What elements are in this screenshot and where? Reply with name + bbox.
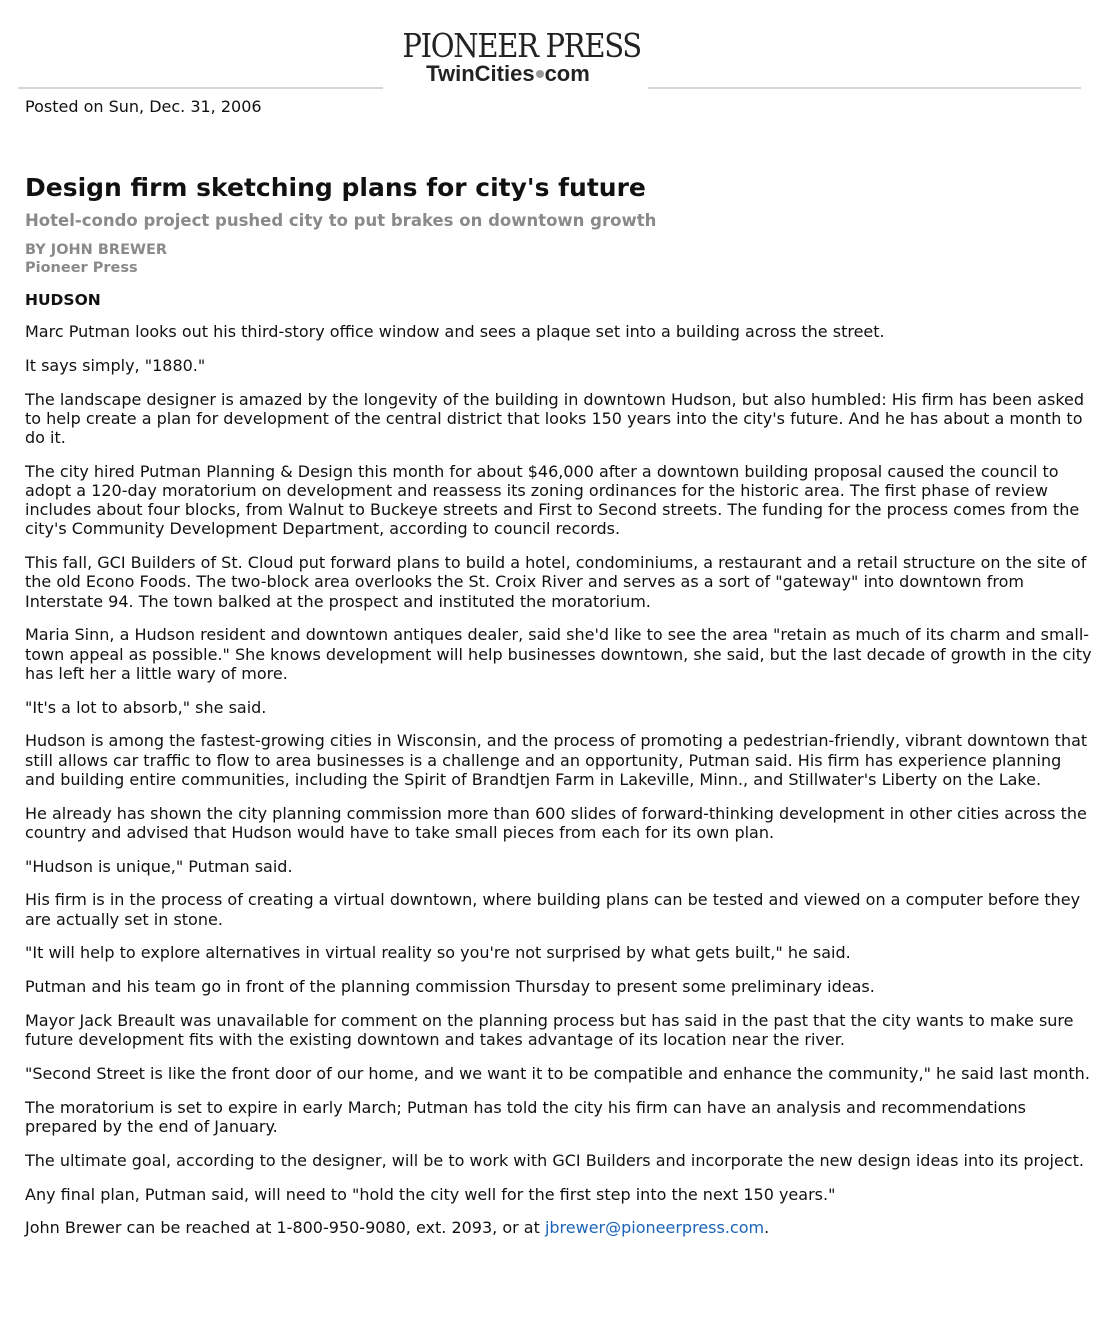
byline	[25, 241, 1095, 277]
masthead-rule-left	[18, 87, 383, 89]
article-paragraph: This fall, GCI Builders of St. Cloud put forward plans to build a hotel, condominiums, a restaurant and a retail structure on the site of the old Econo Foods. The two-block area overlooks the St. Croix River and serves as a sort of "gateway" into downtown from Interstate 94. The town balked at the prospect and instituted the moratorium.	[25, 553, 1087, 611]
article	[25, 97, 1095, 1252]
article-paragraph: The moratorium is set to expire in early March; Putman has told the city his firm can have an analysis and recommendations prepared by the end of January.	[25, 1097, 1026, 1136]
author-email-link[interactable]: jbrewer@pioneerpress.com	[544, 1218, 765, 1238]
article-paragraph: Maria Sinn, a Hudson resident and downtown antiques dealer, said she'd like to see the area "retain as much of its charm and small-town appeal as possible." She knows development will help businesses downtown, she said, but the last decade of growth in the city has left her a little wary of more.	[25, 625, 1092, 683]
article-paragraph: The landscape designer is amazed by the longevity of the building in downtown Hudson, but also humbled: His firm has been asked to help create a plan for development of the central district that looks 150 years into the city's future. And he has about a month to do it.	[25, 389, 1085, 447]
article-paragraph: His firm is in the process of creating a virtual downtown, where building plans can be tested and viewed on a computer before they are actually set in stone.	[25, 890, 1081, 929]
article-subhead: Hotel-condo project pushed city to put brakes on downtown growth	[25, 211, 657, 230]
byline-outlet: Pioneer Press	[25, 260, 138, 276]
dateline: HUDSON	[25, 291, 101, 309]
logo-subtitle-left: TwinCities	[426, 61, 535, 86]
article-paragraph: Hudson is among the fastest-growing cities in Wisconsin, and the process of promoting a pedestrian-friendly, vibrant downtown that still allows car traffic to flow to area businesses is a challenge and an opportunity, Putman said. His firm has experience planning and building entire communities, including the Spirit of Brandtjen Farm in Lakeville, Minn., and Stillwater's Liberty on the Lake.	[25, 731, 1088, 789]
article-paragraph: The city hired Putman Planning & Design this month for about $46,000 after a downtown building proposal caused the council to adopt a 120-day moratorium on development and reassess its zoning ordinances for the historic area. The first phase of review includes about four blocks, from Walnut to Buckeye streets and First to Second streets. The funding for the process comes from the city's Community Development Department, according to council records.	[25, 461, 1080, 539]
logo-subtitle-right: com	[544, 61, 590, 86]
article-paragraph: The ultimate goal, according to the designer, will be to work with GCI Builders and incorporate the new design ideas into its project.	[25, 1150, 1084, 1170]
article-paragraph: Mayor Jack Breault was unavailable for comment on the planning process but has said in the past that the city wants to make sure future development fits with the existing downtown and takes advantage of its location near the river.	[25, 1011, 1074, 1050]
byline-author: BY JOHN BREWER	[25, 242, 168, 258]
article-paragraph: Any final plan, Putman said, will need to "hold the city well for the first step into the next 150 years."	[25, 1184, 836, 1204]
article-paragraph: Marc Putman looks out his third-story office window and sees a plaque set into a building across the street.	[25, 322, 885, 341]
article-paragraph: It says simply, "1880."	[25, 355, 206, 375]
logo-subtitle	[388, 62, 628, 86]
article-paragraph: He already has shown the city planning commission more than 600 slides of forward-thinking development in other cities across the country and advised that Hudson would have to take small pieces from each for its own plan.	[25, 803, 1087, 842]
contact-line	[25, 1218, 1095, 1237]
posted-date: Posted on Sun, Dec. 31, 2006	[25, 97, 262, 116]
article-paragraph: "It will help to explore alternatives in virtual reality so you're not surprised by what gets built," he said.	[25, 943, 851, 963]
contact-text: John Brewer can be reached at 1-800-950-9080, ext. 2093, or at	[25, 1218, 545, 1238]
article-headline: Design firm sketching plans for city's future	[25, 173, 646, 202]
masthead	[0, 0, 1100, 100]
article-paragraph: Putman and his team go in front of the planning commission Thursday to present some preliminary ideas.	[25, 977, 875, 997]
article-paragraph: "It's a lot to absorb," she said.	[25, 697, 267, 717]
article-body	[25, 322, 1095, 1238]
article-paragraph: "Hudson is unique," Putman said.	[25, 856, 293, 876]
masthead-rule-right	[648, 87, 1081, 89]
pioneer-press-logo	[388, 26, 641, 86]
logo-title: PIONEER PRESS	[402, 26, 641, 65]
contact-suffix: .	[764, 1218, 770, 1238]
article-paragraph: "Second Street is like the front door of our home, and we want it to be compatible and enhance the community," he said last month.	[25, 1064, 1090, 1083]
logo-dot-icon	[536, 70, 544, 78]
